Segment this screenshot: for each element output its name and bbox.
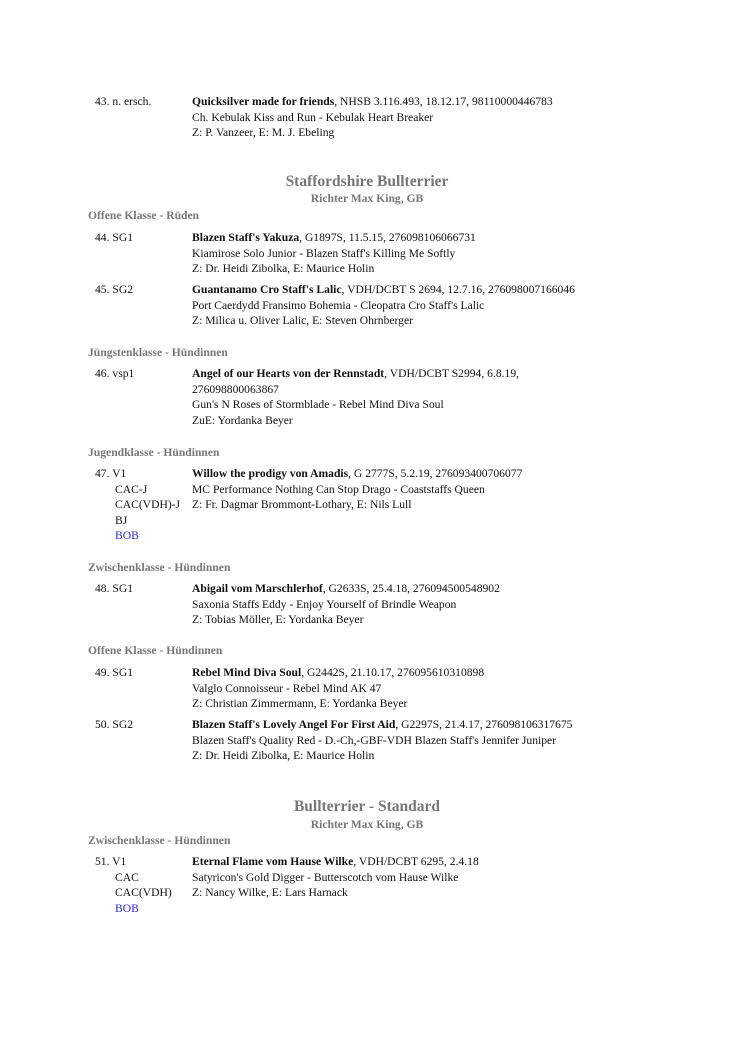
class-heading: Zwischenklasse - Hündinnen	[88, 834, 231, 847]
entry-place-col	[95, 581, 191, 597]
dog-breeder: ZuE: Yordanka Beyer	[192, 413, 293, 427]
dog-info: , VDH/DCBT S 2694, 12.7.16, 276098007166046	[341, 283, 575, 296]
dog-breeder: Z: Dr. Heidi Zibolka, E: Maurice Holin	[192, 749, 375, 762]
dog-name: Guantanamo Cro Staff's Lalic	[192, 283, 342, 296]
entry-details	[192, 230, 652, 277]
entry-place: 51. V1	[95, 855, 127, 868]
entry-place-col	[95, 717, 191, 733]
dog-breeder: Z: Nancy Wilke, E: Lars Harnack	[192, 886, 348, 899]
dog-name: Quicksilver made for friends	[192, 95, 335, 108]
entry-place: 45. SG2	[95, 283, 134, 296]
dog-info: , G2297S, 21.4.17, 276098106317675	[395, 718, 573, 731]
entry-place-col	[95, 94, 191, 110]
entry-details	[192, 466, 652, 513]
dog-parents: Gun's N Roses of Stormblade - Rebel Mind Diva Soul	[192, 398, 444, 411]
entry-place: 50. SG2	[95, 718, 134, 731]
judge-line: Richter Max King, GB	[310, 192, 424, 205]
dog-parents: Port Caerdydd Fransimo Bohemia - Cleopatra Cro Staff's Lalic	[192, 298, 485, 312]
bob-badge: BOB	[115, 901, 139, 915]
dog-parents: MC Performance Nothing Can Stop Drago - Coaststaffs Queen	[192, 482, 485, 496]
entry-place-col	[95, 665, 191, 681]
dog-info: , VDH/DCBT S2994, 6.8.19,	[384, 367, 520, 380]
dog-info: , G2442S, 21.10.17, 276095610310898	[301, 666, 485, 679]
dog-breeder: Z: Fr. Dagmar Brommont-Lothary, E: Nils Lull	[192, 498, 412, 511]
judge-line: Richter Max King, GB	[310, 818, 424, 831]
entry-place: 46. vsp1	[95, 367, 135, 380]
entry-place: 44. SG1	[95, 231, 134, 244]
award-badge: CAC(VDH)	[115, 886, 172, 899]
entry-place-col	[95, 282, 191, 298]
dog-name: Rebel Mind Diva Soul	[192, 666, 302, 679]
dog-parents: Blazen Staff's Quality Red - D.-Ch,-GBF-VDH Blazen Staff's Jennifer Juniper	[192, 733, 557, 747]
entry-details	[192, 581, 652, 628]
dog-name: Blazen Staff's Yakuza	[192, 231, 300, 244]
dog-name: Blazen Staff's Lovely Angel For First Aid	[192, 718, 396, 731]
entry-details	[192, 854, 652, 901]
entry-place-col	[95, 854, 191, 916]
entry-details	[192, 282, 652, 329]
entry-details	[192, 665, 652, 712]
dog-name: Eternal Flame vom Hause Wilke	[192, 855, 354, 868]
class-heading: Zwischenklasse - Hündinnen	[88, 561, 231, 574]
entry-place: 47. V1	[95, 467, 127, 480]
dog-breeder: Z: Dr. Heidi Zibolka, E: Maurice Holin	[192, 262, 375, 275]
dog-parents: Saxonia Staffs Eddy - Enjoy Yourself of Brindle Weapon	[192, 597, 457, 611]
entry-place-col	[95, 230, 191, 246]
breed-heading: Staffordshire Bullterrier	[285, 173, 449, 190]
dog-info-cont: 276098800063867	[192, 382, 279, 396]
entry-place-col	[95, 366, 191, 382]
class-heading: Jüngstenklasse - Hündinnen	[88, 346, 228, 359]
dog-parents: Kiamirose Solo Junior - Blazen Staff's Killing Me Softly	[192, 246, 456, 260]
dog-info: , VDH/DCBT 6295, 2.4.18	[353, 855, 479, 868]
dog-breeder: Z: Tobias Möller, E: Yordanka Beyer	[192, 613, 364, 626]
dog-breeder: Z: Milica u. Oliver Lalic, E: Steven Ohrnberger	[192, 314, 413, 327]
bob-badge: BOB	[115, 529, 139, 542]
dog-info: , NHSB 3.116.493, 18.12.17, 98110000446783	[334, 95, 553, 108]
dog-info: , G 2777S, 5.2.19, 276093400706077	[348, 467, 523, 480]
dog-parents: Ch. Kebulak Kiss and Run - Kebulak Heart Breaker	[192, 110, 434, 124]
breed-heading: Bullterrier - Standard	[293, 798, 441, 815]
dog-parents: Valglo Connoisseur - Rebel Mind AK 47	[192, 681, 382, 695]
dog-info: , G2633S, 25.4.18, 276094500548902	[322, 582, 500, 595]
entry-details	[192, 366, 652, 428]
award-badge: BJ	[115, 513, 128, 527]
award-badge: CAC(VDH)-J	[115, 498, 181, 511]
award-badge: CAC-J	[115, 482, 148, 496]
entry-place: 43. n. ersch.	[95, 95, 152, 108]
entry-details	[192, 717, 652, 764]
entry-details	[192, 94, 652, 141]
dog-info: , G1897S, 11.5.15, 276098106066731	[299, 231, 476, 244]
entry-place-col	[95, 466, 191, 544]
class-heading: Jugendklasse - Hündinnen	[88, 446, 220, 459]
dog-breeder: Z: P. Vanzeer, E: M. J. Ebeling	[192, 126, 335, 139]
dog-name: Angel of our Hearts von der Rennstadt	[192, 367, 385, 380]
award-badge: CAC	[115, 870, 139, 884]
entry-place: 48. SG1	[95, 582, 134, 595]
dog-parents: Satyricon's Gold Digger - Butterscotch vom Hause Wilke	[192, 870, 459, 884]
class-heading: Offene Klasse - Rüden	[88, 209, 200, 222]
dog-name: Abigail vom Marschlerhof	[192, 582, 323, 595]
dog-name: Willow the prodigy von Amadis	[192, 467, 349, 480]
entry-place: 49. SG1	[95, 666, 134, 679]
class-heading: Offene Klasse - Hündinnen	[88, 644, 223, 657]
dog-breeder: Z: Christian Zimmermann, E: Yordanka Beyer	[192, 697, 408, 710]
